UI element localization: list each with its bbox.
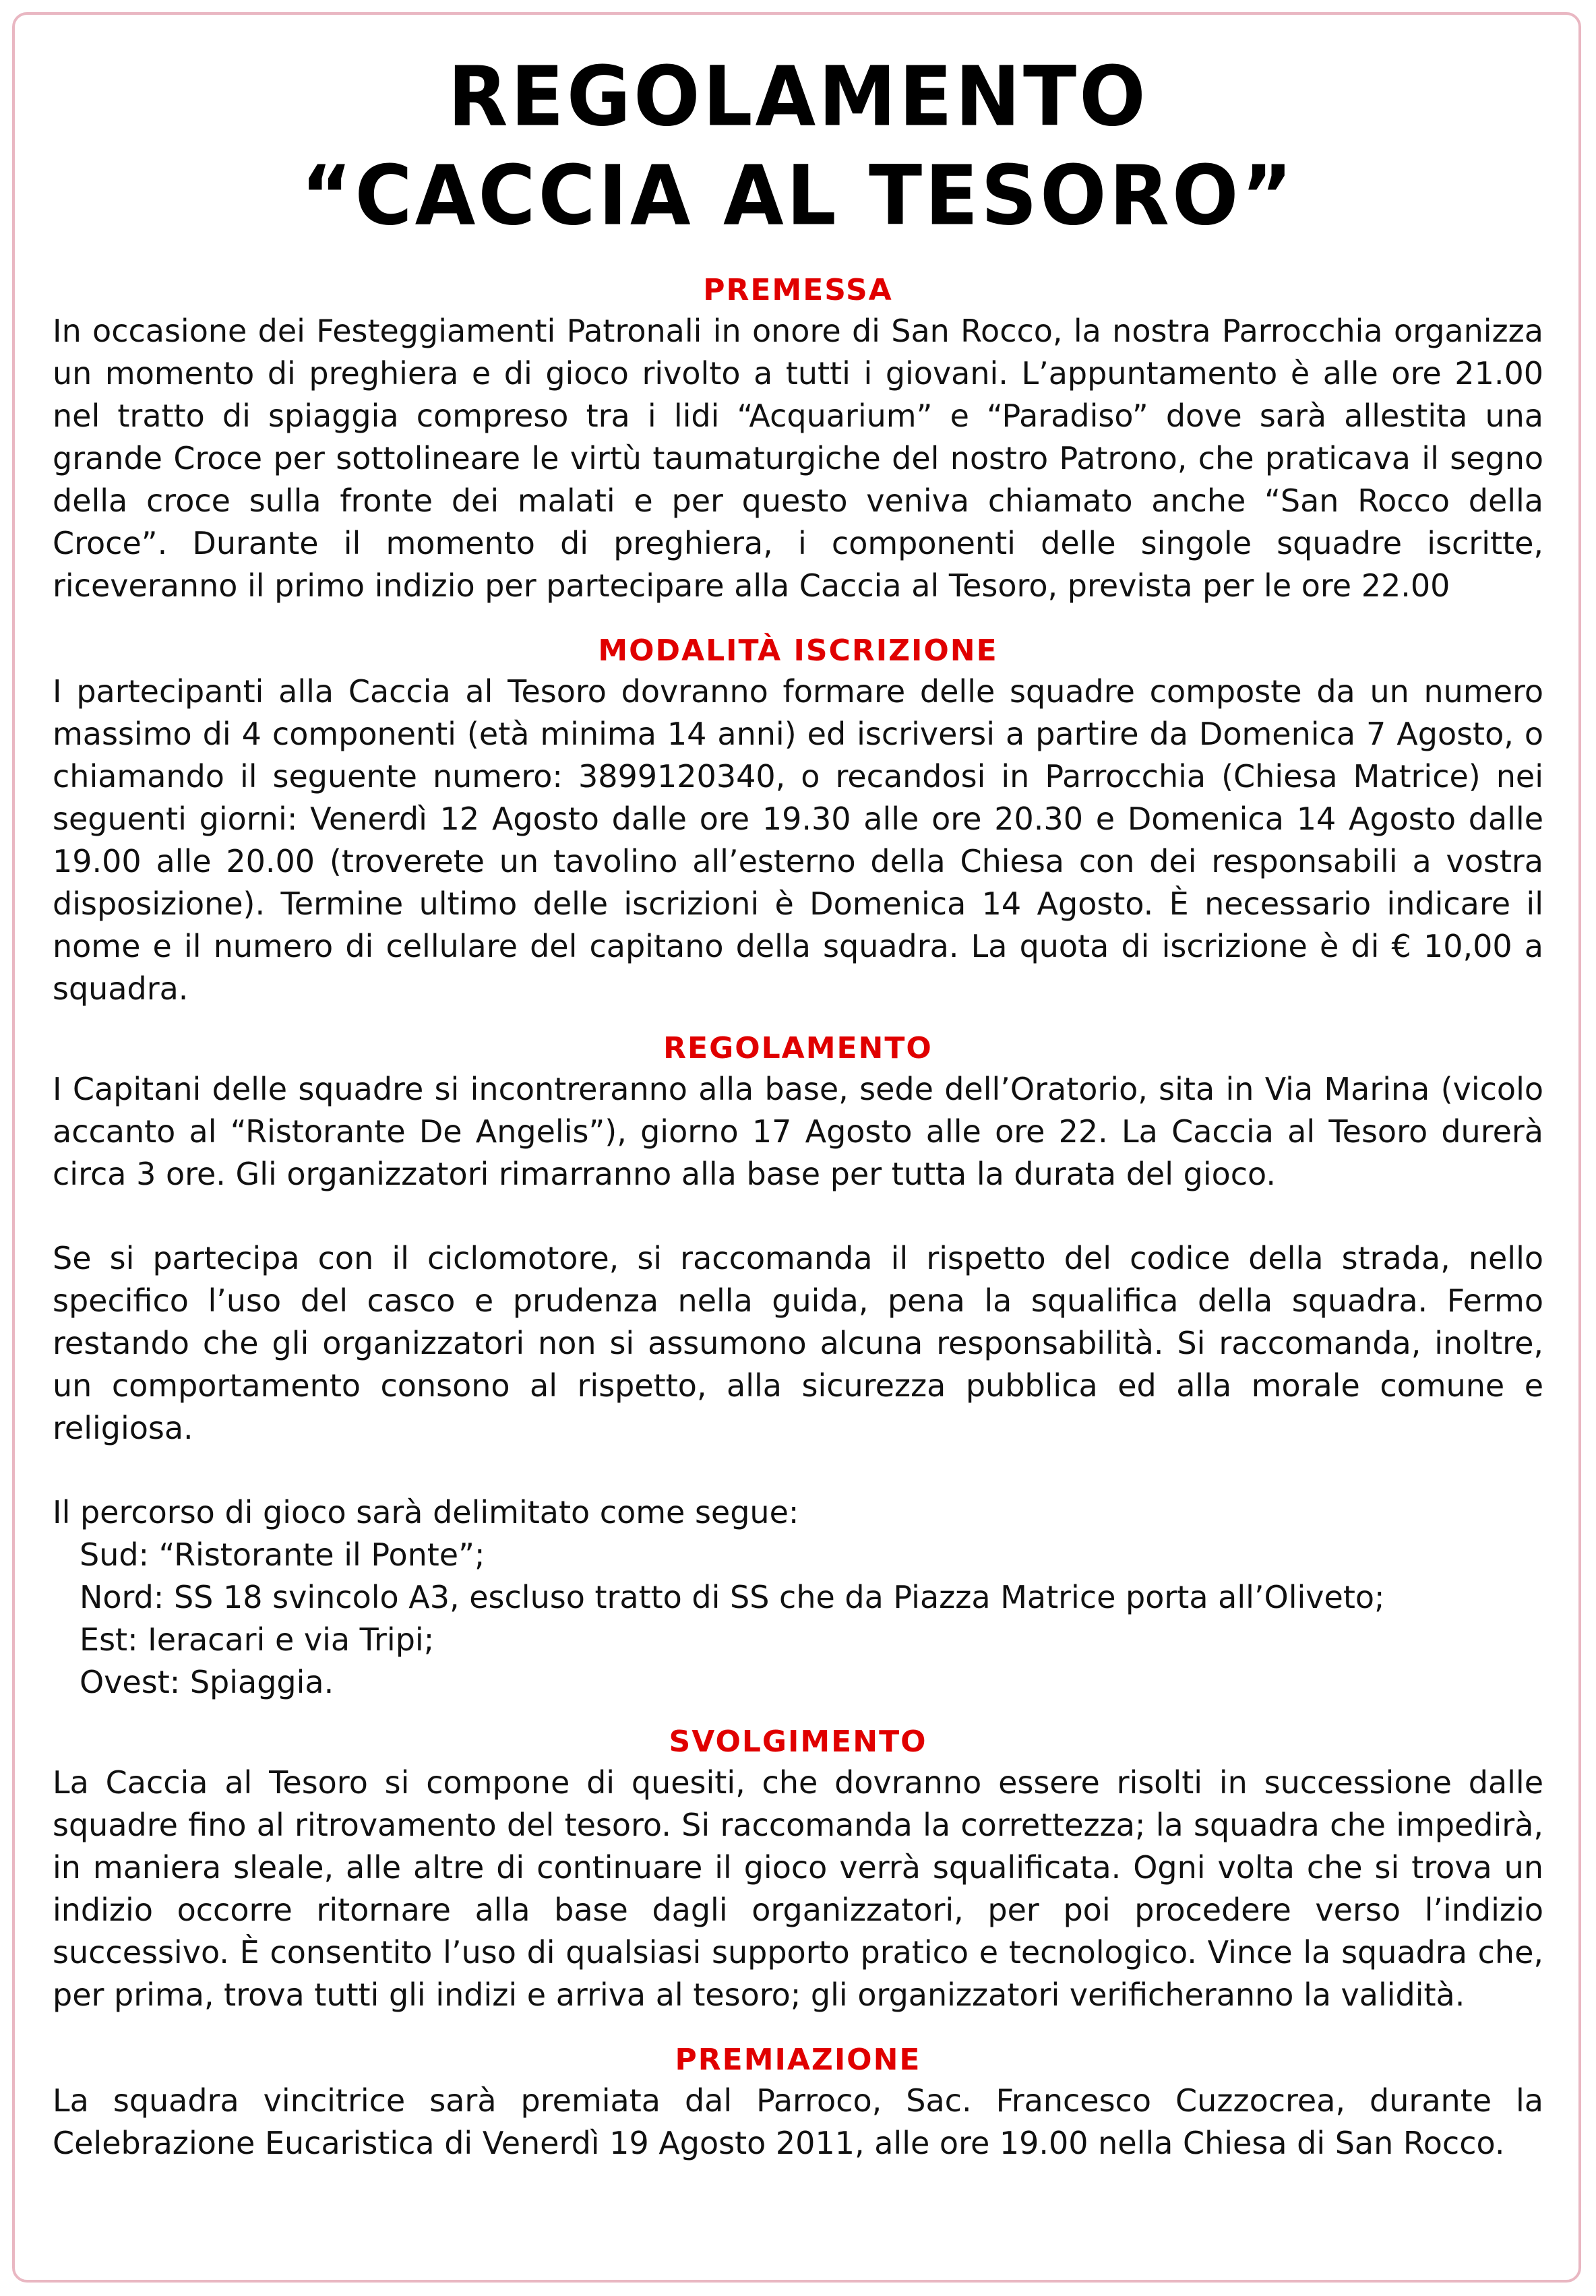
percorso-intro: Il percorso di gioco sarà delimitato come segue: <box>53 1494 799 1530</box>
percorso-nord: Nord: SS 18 svincolo A3, escluso tratto di SS che da Piazza Matrice porta all’Oliveto; <box>80 1579 1385 1615</box>
heading-regolamento: REGOLAMENTO <box>663 1031 933 1065</box>
heading-svolgimento: SVOLGIMENTO <box>669 1725 927 1759</box>
text-premessa: In occasione dei Festeggiamenti Patronali in onore di San Rocco, la nostra Parrocchia organizza un momento di preghiera e di gioco rivolto a tutti i giovani. L’appuntamento è alle ore 21.00 nel tratto di spiaggia compreso tra i lidi “Acquarium” e “Paradiso” dove sarà allestita una grande Croce per sottolineare le virtù taumaturgiche del nostro Patrono, che praticava il segno della croce sulla fronte dei malati e per questo veniva chiamato anche “San Rocco della Croce”. Durante il momento di preghiera, i componenti delle singole squadre iscritte, riceveranno il primo indizio per partecipare alla Caccia al Tesoro, prevista per le ore 22.00 <box>53 313 1543 604</box>
section-iscrizione <box>53 631 1543 1010</box>
text-iscrizione: I partecipanti alla Caccia al Tesoro dovranno formare delle squadre composte da un numero massimo di 4 componenti (età minima 14 anni) ed iscriversi a partire da Domenica 7 Agosto, o chiamando il seguente numero: 3899120340, o recandosi in Parrocchia (Chiesa Matrice) nei seguenti giorni: Venerdì 12 Agosto dalle ore 19.30 alle ore 20.30 e Domenica 14 Agosto dalle 19.00 alle 20.00 (troverete un tavolino all’esterno della Chiesa con dei responsabili a vostra disposizione). Termine ultimo delle iscrizioni è Domenica 14 Agosto. È necessario indicare il nome e il numero di cellulare del capitano della squadra. La quota di iscrizione è di € 10,00 a squadra. <box>53 673 1543 1007</box>
section-premiazione <box>53 2041 1543 2165</box>
title-line-1: REGOLAMENTO <box>448 49 1148 145</box>
section-svolgimento <box>53 1723 1543 2016</box>
percorso-sud: Sud: “Ristorante il Ponte”; <box>80 1537 485 1573</box>
title-line-2: “CACCIA AL TESORO” <box>301 148 1295 244</box>
document-title <box>53 48 1543 246</box>
document-page <box>53 49 1543 2263</box>
heading-premiazione: PREMIAZIONE <box>675 2043 921 2077</box>
text-svolgimento: La Caccia al Tesoro si compone di quesiti, che dovranno essere risolti in successione dalle squadre fino al ritrovamento del tesoro. Si raccomanda la correttezza; la squadra che impedirà, in maniera sleale, alle altre di continuare il gioco verrà squalificata. Ogni volta che si trova un indizio occorre ritornare alla base dagli organizzatori, per poi procedere verso l’indizio successivo. È consentito l’uso di qualsiasi supporto pratico e tecnologico. Vince la squadra che, per prima, trova tutti gli indizi e arriva al tesoro; gli organizzatori verificheranno la validità. <box>53 1764 1543 2013</box>
heading-iscrizione: MODALITÀ ISCRIZIONE <box>598 633 998 668</box>
percorso-ovest: Ovest: Spiaggia. <box>80 1664 334 1700</box>
text-regolamento-1: I Capitani delle squadre si incontreranno alla base, sede dell’Oratorio, sita in Via Marina (vicolo accanto al “Ristorante De Angelis”), giorno 17 Agosto alle ore 22. La Caccia al Tesoro durerà circa 3 ore. Gli organizzatori rimarranno alla base per tutta la durata del gioco. <box>53 1071 1543 1192</box>
section-regolamento <box>53 1029 1543 1704</box>
text-regolamento-2: Se si partecipa con il ciclomotore, si raccomanda il rispetto del codice della strada, nello specifico l’uso del casco e prudenza nella guida, pena la squalifica della squadra. Fermo restando che gli organizzatori non si assumono alcuna responsabilità. Si raccomanda, inoltre, un comportamento consono al rispetto, alla sicurezza pubblica ed alla morale comune e religiosa. <box>53 1240 1543 1446</box>
section-premessa <box>53 271 1543 607</box>
percorso-est: Est: Ieracari e via Tripi; <box>80 1621 435 1658</box>
heading-premessa: PREMESSA <box>703 273 893 307</box>
text-premiazione: La squadra vincitrice sarà premiata dal Parroco, Sac. Francesco Cuzzocrea, durante la Celebrazione Eucaristica di Venerdì 19 Agosto 2011, alle ore 19.00 nella Chiesa di San Rocco. <box>53 2082 1543 2161</box>
